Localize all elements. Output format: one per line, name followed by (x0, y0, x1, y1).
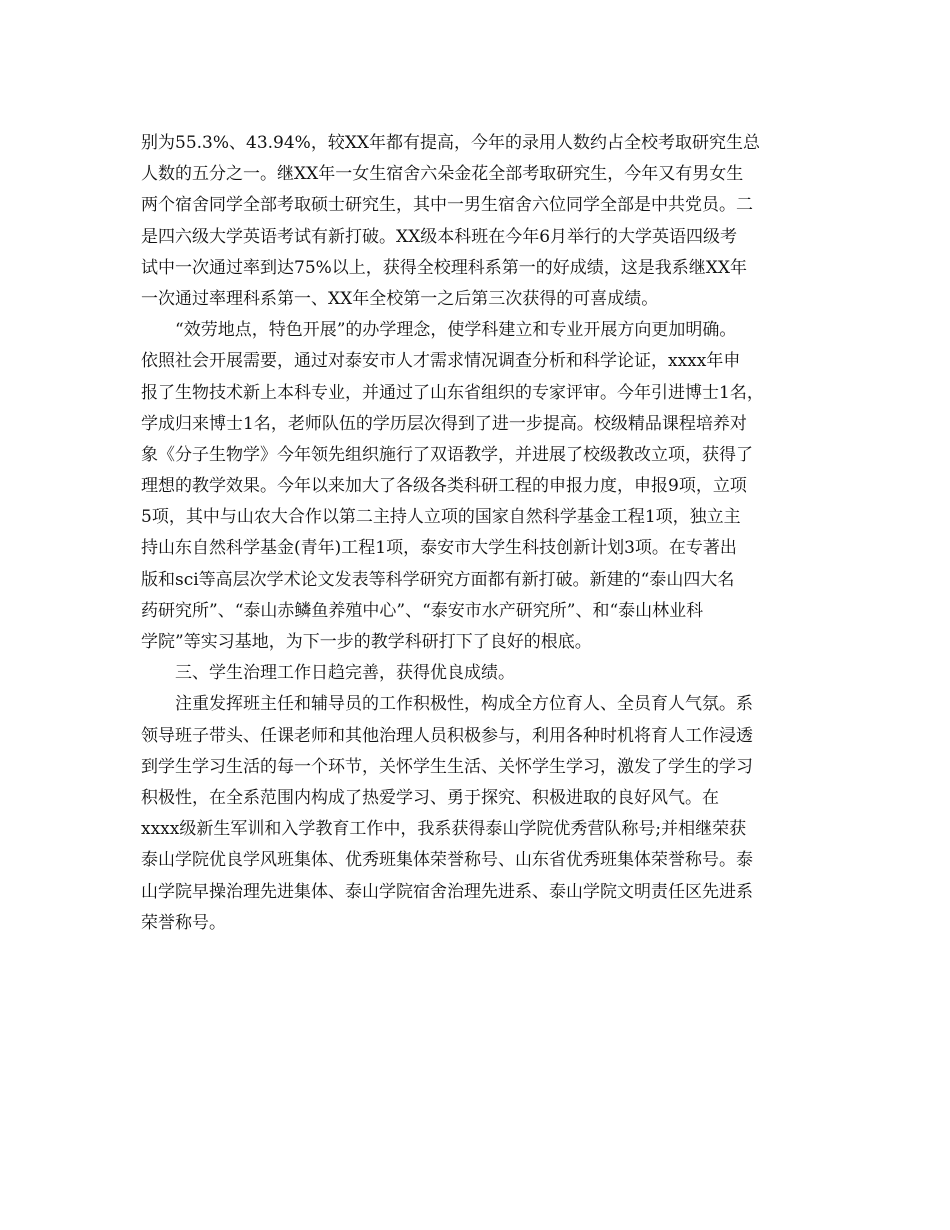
text-line: 5项，其中与山农大合作以第二主持人立项的国家自然科学基金工程1项，独立主 (141, 507, 741, 528)
text-line: 学成归来博士1名，老师队伍的学历层次得到了进一步提高。校级精品课程培养对 (141, 413, 747, 434)
text-line: 积极性，在全系范围内构成了热爱学习、勇于探究、积极进取的良好风气。在 (141, 787, 719, 808)
text-line: 两个宿舍同学全部考取硕士研究生，其中一男生宿舍六位同学全部是中共党员。二 (141, 195, 753, 216)
document-body (141, 128, 821, 939)
text-line: 注重发挥班主任和辅导员的工作积极性，构成全方位育人、全员育人气氛。系 (175, 694, 753, 715)
text-line: “效劳地点，特色开展”的办学理念，使学科建立和专业开展方向更加明确。 (175, 320, 737, 341)
text-line: 是四六级大学英语考试有新打破。XX级本科班在今年6月举行的大学英语四级考 (141, 226, 738, 247)
text-line: 领导班子带头、任课老师和其他治理人员积极参与，利用各种时机将育人工作浸透 (141, 725, 753, 746)
text-line: 学院”等实习基地，为下一步的教学科研打下了良好的根底。 (141, 632, 592, 652)
text-line: 一次通过率理科系第一、XX年全校第一之后第三次获得的可喜成绩。 (141, 288, 659, 309)
text-line: 报了生物技术新上本科专业，并通过了山东省组织的专家评审。今年引进博士1名， (141, 382, 764, 403)
text-line: 版和sci等高层次学术论文发表等科学研究方面都有新打破。新建的“泰山四大名 (141, 569, 735, 590)
text-line: 依照社会开展需要，通过对泰安市人才需求情况调查分析和科学论证，xxxx年申 (141, 351, 741, 372)
text-line: 泰山学院优良学风班集体、优秀班集体荣誉称号、山东省优秀班集体荣誉称号。泰 (141, 850, 753, 871)
text-line: 荣誉称号。 (141, 912, 226, 933)
text-line: 药研究所”、“泰山赤鳞鱼养殖中心”、“泰安市水产研究所”、和“泰山林业科 (141, 600, 704, 621)
text-line: 山学院早操治理先进集体、泰山学院宿舍治理先进系、泰山学院文明责任区先进系 (141, 881, 753, 902)
text-line: 试中一次通过率到达75%以上，获得全校理科系第一的好成绩，这是我系继XX年 (141, 257, 747, 278)
text-line: 三、学生治理工作日趋完善，获得优良成绩。 (175, 663, 515, 684)
text-line: xxxx级新生军训和入学教育工作中，我系获得泰山学院优秀营队称号;并相继荣获 (141, 819, 747, 840)
text-line: 人数的五分之一。继XX年一女生宿舍六朵金花全部考取研究生，今年又有男女生 (141, 164, 744, 185)
text-line: 持山东自然科学基金(青年)工程1项，泰安市大学生科技创新计划3项。在专著出 (141, 538, 737, 559)
text-line: 别为55.3%、43.94%，较XX年都有提高，今年的录用人数约占全校考取研究生总 (141, 133, 761, 153)
text-line: 象《分子生物学》今年领先组织施行了双语教学，并进展了校级教改立项，获得了 (141, 444, 753, 465)
text-line: 到学生学习生活的每一个环节，关怀学生生活、关怀学生学习，激发了学生的学习 (141, 756, 753, 777)
text-line: 理想的教学效果。今年以来加大了各级各类科研工程的申报力度，申报9项，立项 (141, 476, 747, 497)
